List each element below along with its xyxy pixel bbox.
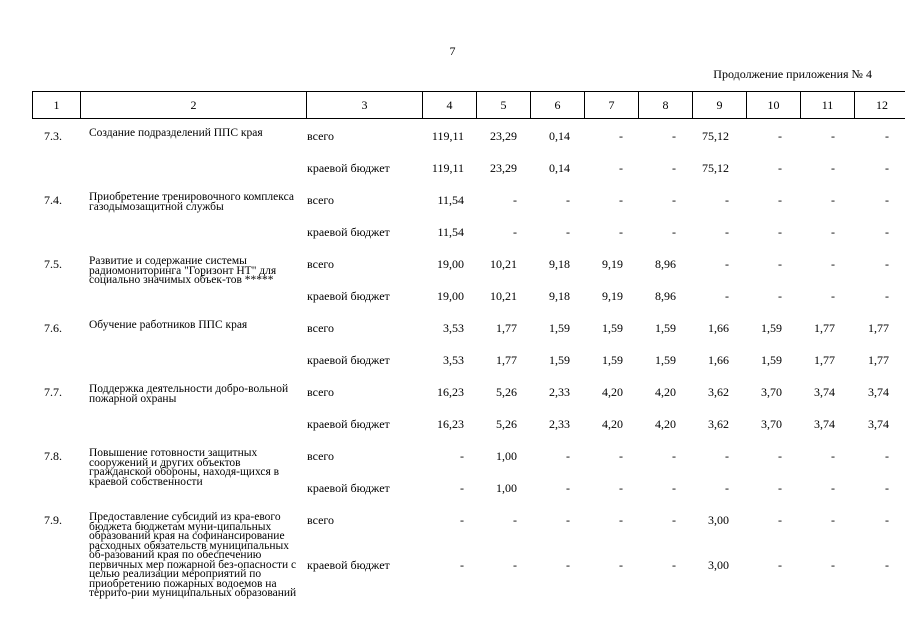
table-body <box>32 125 897 599</box>
value-cell: 9,19 <box>602 289 623 303</box>
table-header <box>32 91 905 119</box>
value-cell: 19,00 <box>437 257 464 271</box>
measure-name: Приобретение тренировочного комплекса газодымозащитной службы <box>89 191 294 213</box>
value-cell: 1,59 <box>655 321 676 335</box>
funding-source: всего <box>307 193 335 207</box>
value-cell: - <box>619 161 623 175</box>
value-cell: 16,23 <box>437 417 464 431</box>
table-row <box>32 509 897 554</box>
value-cell: 3,74 <box>868 417 889 431</box>
header-cell: 12 <box>855 92 905 119</box>
value-cell: - <box>672 129 676 143</box>
value-cell: - <box>619 225 623 239</box>
page-number: 7 <box>449 44 456 58</box>
value-cell: - <box>778 161 782 175</box>
value-cell: 4,20 <box>655 417 676 431</box>
value-cell: - <box>460 449 464 463</box>
value-cell: - <box>831 257 835 271</box>
header-cell: 4 <box>423 92 477 119</box>
value-cell: 1,59 <box>602 353 623 367</box>
value-cell: - <box>566 481 570 495</box>
value-cell: - <box>619 513 623 527</box>
table-row <box>32 317 897 349</box>
table-row <box>32 253 897 285</box>
value-cell: - <box>778 557 782 572</box>
value-cell: 5,26 <box>496 385 517 399</box>
value-cell: 1,77 <box>496 321 517 335</box>
value-cell: 1,00 <box>496 481 517 495</box>
value-cell: 4,20 <box>602 417 623 431</box>
measure-name: Повышение готовности защитных сооружений и других объектов гражданской обороны, находя-щихся в краевой собственности <box>89 447 280 488</box>
value-cell: - <box>725 481 729 495</box>
value-cell: - <box>831 193 835 207</box>
value-cell: - <box>778 257 782 271</box>
value-cell: - <box>460 513 464 527</box>
header-cell: 5 <box>477 92 531 119</box>
header-cell: 1 <box>33 92 81 119</box>
value-cell: - <box>885 225 889 239</box>
measure-name: Предоставление субсидий из кра-евого бюджета бюджетам муни-ципальных образований края на софинансирование расходных обязательств муниципальных об-разований края по обеспечению первичных мер пожарной без-опасности с целью реализации мероприятий по приобретению пожарных водоемов на террито-рии муниципальных образований <box>89 511 297 599</box>
value-cell: - <box>460 557 464 572</box>
value-cell: 9,18 <box>549 289 570 303</box>
value-cell: - <box>831 513 835 527</box>
value-cell: 4,20 <box>602 385 623 399</box>
value-cell: - <box>885 289 889 303</box>
value-cell: - <box>566 449 570 463</box>
row-number: 7.4. <box>44 193 62 207</box>
funding-source: краевой бюджет <box>307 557 390 572</box>
row-number: 7.8. <box>44 449 62 463</box>
value-cell: 0,14 <box>549 129 570 143</box>
funding-source: всего <box>307 321 335 335</box>
funding-source: всего <box>307 385 335 399</box>
value-cell: - <box>885 161 889 175</box>
value-cell: - <box>513 513 517 527</box>
value-cell: - <box>778 481 782 495</box>
value-cell: 3,70 <box>761 385 782 399</box>
value-cell: 75,12 <box>702 129 729 143</box>
funding-source: краевой бюджет <box>307 289 390 303</box>
value-cell: 1,77 <box>868 353 889 367</box>
value-cell: - <box>513 225 517 239</box>
row-number: 7.9. <box>44 513 62 527</box>
value-cell: 1,59 <box>761 353 782 367</box>
value-cell: - <box>885 513 889 527</box>
value-cell: 11,54 <box>437 225 464 239</box>
measure-name: Создание подразделений ППС края <box>89 127 263 139</box>
row-number: 7.5. <box>44 257 62 271</box>
funding-source: всего <box>307 513 335 527</box>
value-cell: - <box>831 225 835 239</box>
table-row <box>32 381 897 413</box>
value-cell: 0,14 <box>549 161 570 175</box>
value-cell: 3,00 <box>708 557 729 572</box>
value-cell: 1,00 <box>496 449 517 463</box>
value-cell: - <box>619 557 623 572</box>
value-cell: 1,77 <box>868 321 889 335</box>
value-cell: - <box>566 225 570 239</box>
continuation-label: Продолжение приложения № 4 <box>713 67 872 81</box>
row-number: 7.7. <box>44 385 62 399</box>
value-cell: 11,54 <box>437 193 464 207</box>
value-cell: - <box>566 513 570 527</box>
value-cell: 8,96 <box>655 257 676 271</box>
funding-source: всего <box>307 449 335 463</box>
value-cell: - <box>831 129 835 143</box>
value-cell: - <box>566 193 570 207</box>
funding-source: краевой бюджет <box>307 481 390 495</box>
funding-source: краевой бюджет <box>307 353 390 367</box>
value-cell: 3,53 <box>443 353 464 367</box>
value-cell: 1,77 <box>814 353 835 367</box>
value-cell: 23,29 <box>490 129 517 143</box>
funding-source: краевой бюджет <box>307 417 390 431</box>
value-cell: - <box>885 449 889 463</box>
value-cell: 3,53 <box>443 321 464 335</box>
value-cell: 19,00 <box>437 289 464 303</box>
header-cell: 3 <box>307 92 423 119</box>
value-cell: - <box>672 513 676 527</box>
value-cell: - <box>672 557 676 572</box>
value-cell: 1,59 <box>549 321 570 335</box>
value-cell: 1,77 <box>496 353 517 367</box>
value-cell: - <box>619 449 623 463</box>
value-cell: - <box>672 225 676 239</box>
value-cell: 9,18 <box>549 257 570 271</box>
value-cell: - <box>778 225 782 239</box>
value-cell: - <box>619 193 623 207</box>
value-cell: - <box>672 481 676 495</box>
value-cell: 2,33 <box>549 385 570 399</box>
funding-source: краевой бюджет <box>307 225 390 239</box>
value-cell: - <box>672 449 676 463</box>
value-cell: 75,12 <box>702 161 729 175</box>
funding-source: всего <box>307 129 335 143</box>
value-cell: 8,96 <box>655 289 676 303</box>
value-cell: - <box>778 513 782 527</box>
value-cell: - <box>885 193 889 207</box>
value-cell: 1,59 <box>602 321 623 335</box>
header-cell: 11 <box>801 92 855 119</box>
value-cell: - <box>885 129 889 143</box>
funding-source: всего <box>307 257 335 271</box>
value-cell: 10,21 <box>490 257 517 271</box>
value-cell: - <box>672 193 676 207</box>
value-cell: 3,00 <box>708 513 729 527</box>
measure-name: Развитие и содержание системы радиомониторинга "Горизонт НТ" для социально значимых объек-тов ***** <box>89 255 277 286</box>
table-row <box>32 189 897 221</box>
row-number: 7.3. <box>44 129 62 143</box>
value-cell: 3,62 <box>708 385 729 399</box>
value-cell: - <box>725 289 729 303</box>
value-cell: 3,70 <box>761 417 782 431</box>
value-cell: 5,26 <box>496 417 517 431</box>
header-cell: 8 <box>639 92 693 119</box>
value-cell: - <box>885 257 889 271</box>
value-cell: - <box>619 481 623 495</box>
measure-name: Обучение работников ППС края <box>89 319 248 331</box>
value-cell: 3,62 <box>708 417 729 431</box>
value-cell: 119,11 <box>431 129 464 143</box>
value-cell: - <box>831 449 835 463</box>
value-cell: 1,66 <box>708 321 729 335</box>
header-cell: 7 <box>585 92 639 119</box>
value-cell: 1,59 <box>655 353 676 367</box>
row-number: 7.6. <box>44 321 62 335</box>
value-cell: - <box>831 289 835 303</box>
table-row <box>32 445 897 477</box>
value-cell: - <box>885 557 889 572</box>
value-cell: - <box>831 161 835 175</box>
value-cell: 2,33 <box>549 417 570 431</box>
value-cell: 10,21 <box>490 289 517 303</box>
value-cell: 1,59 <box>761 321 782 335</box>
table-row <box>32 125 897 157</box>
value-cell: - <box>778 449 782 463</box>
value-cell: - <box>831 481 835 495</box>
value-cell: - <box>725 225 729 239</box>
value-cell: 3,74 <box>868 385 889 399</box>
value-cell: - <box>778 289 782 303</box>
value-cell: 119,11 <box>431 161 464 175</box>
value-cell: - <box>725 449 729 463</box>
value-cell: 16,23 <box>437 385 464 399</box>
value-cell: - <box>885 481 889 495</box>
value-cell: - <box>513 557 517 572</box>
value-cell: 1,66 <box>708 353 729 367</box>
value-cell: 1,59 <box>549 353 570 367</box>
value-cell: 9,19 <box>602 257 623 271</box>
header-cell: 10 <box>747 92 801 119</box>
header-cell: 2 <box>81 92 307 119</box>
value-cell: 4,20 <box>655 385 676 399</box>
value-cell: 3,74 <box>814 385 835 399</box>
value-cell: - <box>460 481 464 495</box>
header-cell: 9 <box>693 92 747 119</box>
value-cell: - <box>513 193 517 207</box>
funding-source: краевой бюджет <box>307 161 390 175</box>
value-cell: 3,74 <box>814 417 835 431</box>
value-cell: - <box>672 161 676 175</box>
value-cell: 1,77 <box>814 321 835 335</box>
value-cell: - <box>725 193 729 207</box>
measure-name: Поддержка деятельности добро-вольной пожарной охраны <box>89 383 289 405</box>
value-cell: - <box>619 129 623 143</box>
value-cell: - <box>566 557 570 572</box>
header-cell: 6 <box>531 92 585 119</box>
value-cell: - <box>778 193 782 207</box>
value-cell: - <box>725 257 729 271</box>
value-cell: - <box>831 557 835 572</box>
value-cell: 23,29 <box>490 161 517 175</box>
value-cell: - <box>778 129 782 143</box>
